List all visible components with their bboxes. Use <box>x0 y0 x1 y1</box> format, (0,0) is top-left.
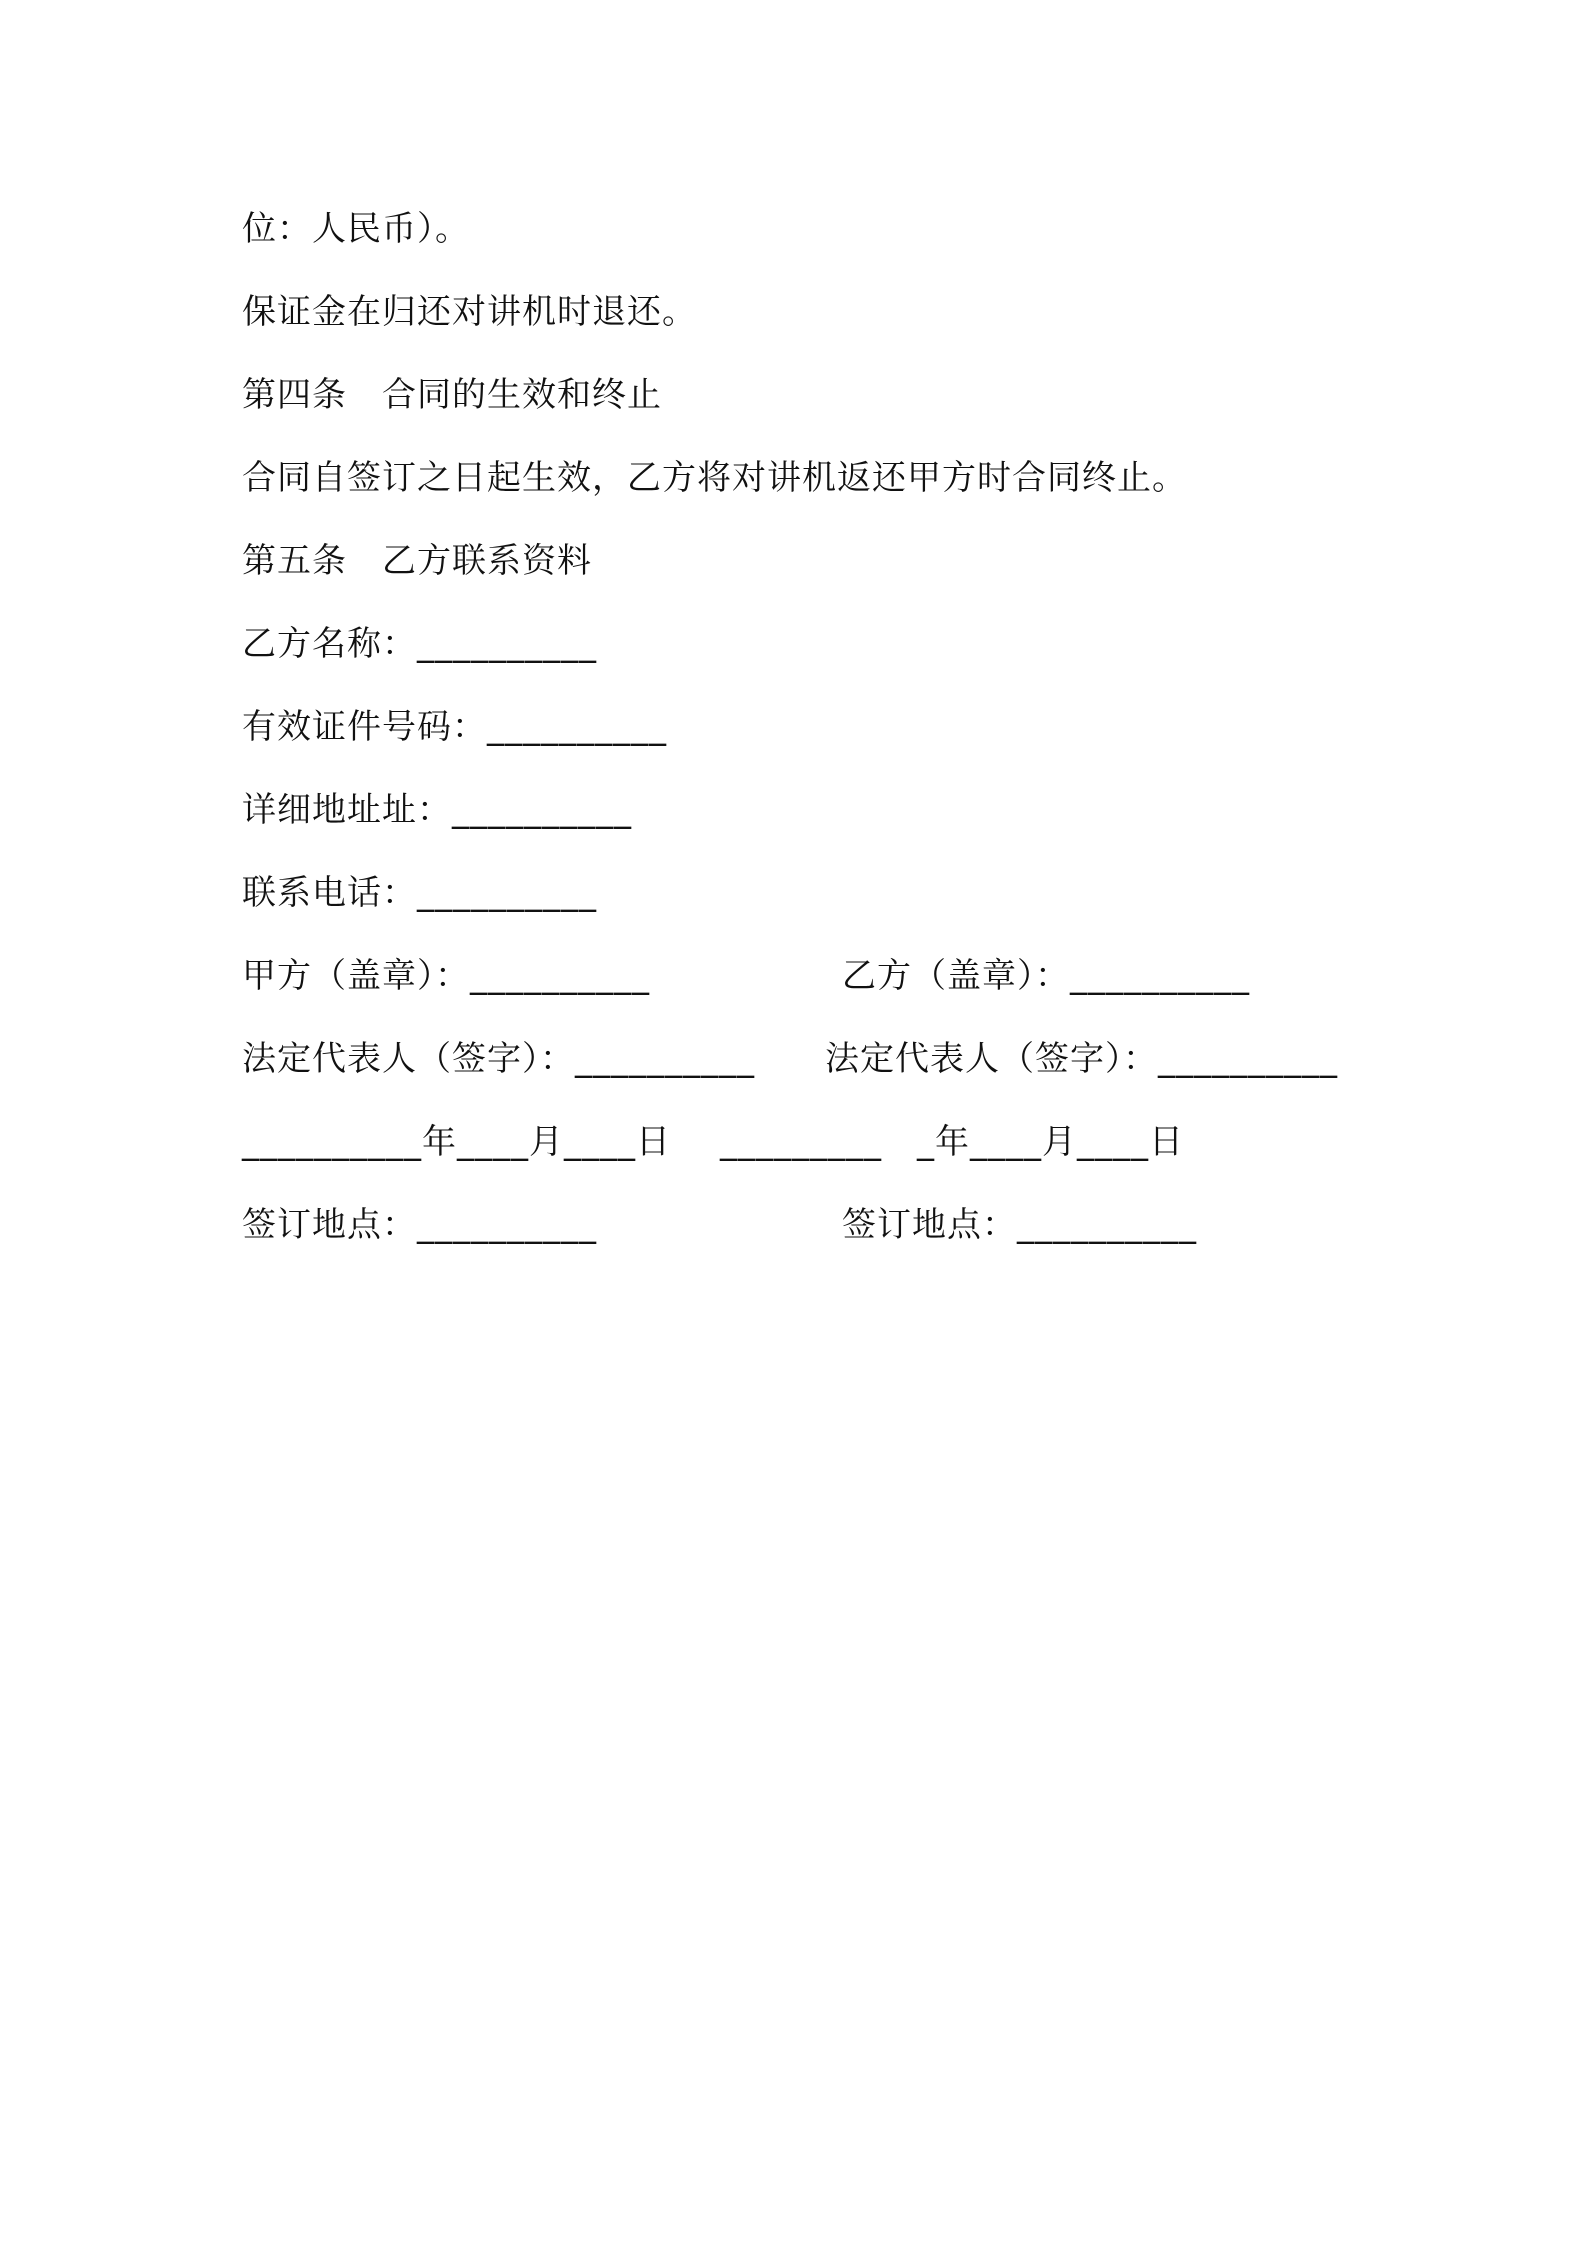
party-b-seal-field: 乙方（盖章）：__________ <box>842 956 1250 996</box>
party-b-date-field: _________ _年____月____日 <box>720 1122 1184 1162</box>
article-4-body: 合同自签订之日起生效，乙方将对讲机返还甲方时合同终止。 <box>242 458 1187 498</box>
party-a-representative-field: 法定代表人（签字）：__________ <box>242 1039 755 1079</box>
party-a-signing-place-field: 签订地点：__________ <box>242 1205 597 1245</box>
currency-note: 位：人民币）。 <box>242 209 470 249</box>
deposit-return-clause: 保证金在归还对讲机时退还。 <box>242 292 697 332</box>
party-b-name-field: 乙方名称：__________ <box>242 624 597 664</box>
phone-field: 联系电话：__________ <box>242 873 597 913</box>
address-field: 详细地址址：__________ <box>242 790 632 830</box>
party-b-representative-field: 法定代表人（签字）：__________ <box>825 1039 1338 1079</box>
party-b-signing-place-field: 签订地点：__________ <box>842 1205 1197 1245</box>
article-4-heading: 第四条 合同的生效和终止 <box>242 375 662 415</box>
party-a-date-field: __________年____月____日 <box>242 1122 671 1162</box>
party-a-seal-field: 甲方（盖章）：__________ <box>242 956 650 996</box>
article-5-heading: 第五条 乙方联系资料 <box>242 541 592 581</box>
id-number-field: 有效证件号码：__________ <box>242 707 667 747</box>
